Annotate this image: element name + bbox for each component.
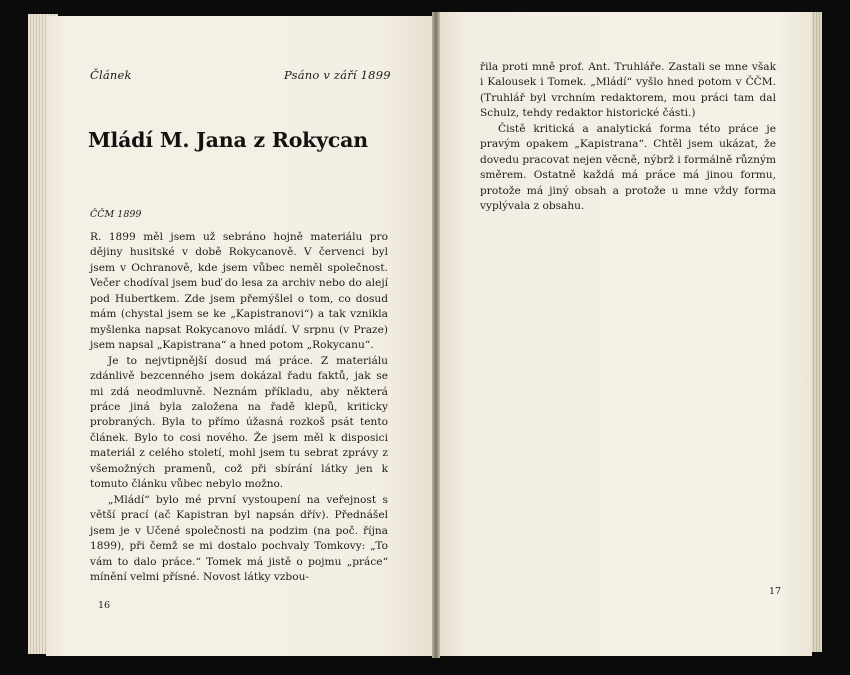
right-body bbox=[480, 60, 776, 215]
running-head-section: Článek bbox=[90, 68, 132, 82]
page-number: 17 bbox=[769, 586, 782, 597]
paragraph: „Mládí“ bylo mé první vystoupení na veřejnost s větší prací (ač Kapistran byl napsán dřív). Přednášel jsem je v Učené společnosti na podzim (na poč. října 1899), při čemž se mi dostalo pochvaly Tomkovy: „To vám to dalo práce.“ Tomek má jistě o pojmu „práce“ mínění velmi přísné. Novost látky vzbou- bbox=[90, 493, 388, 583]
source-citation: ČČM 1899 bbox=[90, 209, 142, 220]
left-page bbox=[46, 16, 436, 656]
left-body bbox=[90, 230, 388, 585]
running-head-date: Psáno v září 1899 bbox=[284, 68, 391, 82]
paragraph: Čistě kritická a analytická forma této práce je pravým opakem „Kapistrana“. Chtěl jsem ukázat, že dovedu pracovat nejen věcně, nýbrž i formálně různým směrem. Ostatně každá má práce má jinou formu, protože má jiný obsah a protože u mne vždy forma vyplývala z obsahu. bbox=[480, 122, 776, 213]
right-page bbox=[436, 12, 812, 656]
book-gutter bbox=[432, 12, 440, 658]
paragraph: řila proti mně prof. Ant. Truhláře. Zastali se mne však i Kalousek i Tomek. „Mládí“ vyšlo hned potom v ČČM. (Truhlář byl vrchním redaktorem, mou práci tam dal Schulz, tehdy redaktor historické části.) bbox=[480, 61, 776, 120]
paragraph: R. 1899 měl jsem už sebráno hojně materiálu pro dějiny husitské v době Rokycanově. V červenci byl jsem v Ochranově, kde jsem vůbec neměl společnost. Večer chodíval jsem buď do lesa za archiv nebo do alejí pod Hubertkem. Zde jsem přemýšlel o tom, co dosud mám (chystal jsem se ke „Kapistranovi“) a tak vznikla myšlenka napsat Rokycanovo mládí. V srpnu (v Praze) jsem napsal „Kapistrana“ a hned potom „Rokycanu“. bbox=[90, 231, 388, 352]
page-number: 16 bbox=[98, 600, 111, 611]
article-title: Mládí M. Jana z Rokycan bbox=[88, 128, 368, 152]
paragraph: Je to nejvtipnější dosud má práce. Z materiálu zdánlivě bezcenného jsem dokázal řadu faktů, jak se mi zdá neodmluvně. Neznám příkladu, aby některá práce jiná byla založena na řadě klepů, kriticky probraných. Byla to přímo úžasná rozkoš psát tento článek. Bylo to cosi nového. Že jsem měl k disposici materiál z celého století, mohl jsem tu sebrat zprávy z všemožných pramenů, což při sbírání látky jen k tomuto článku vůbec nebylo možno. bbox=[90, 354, 388, 491]
